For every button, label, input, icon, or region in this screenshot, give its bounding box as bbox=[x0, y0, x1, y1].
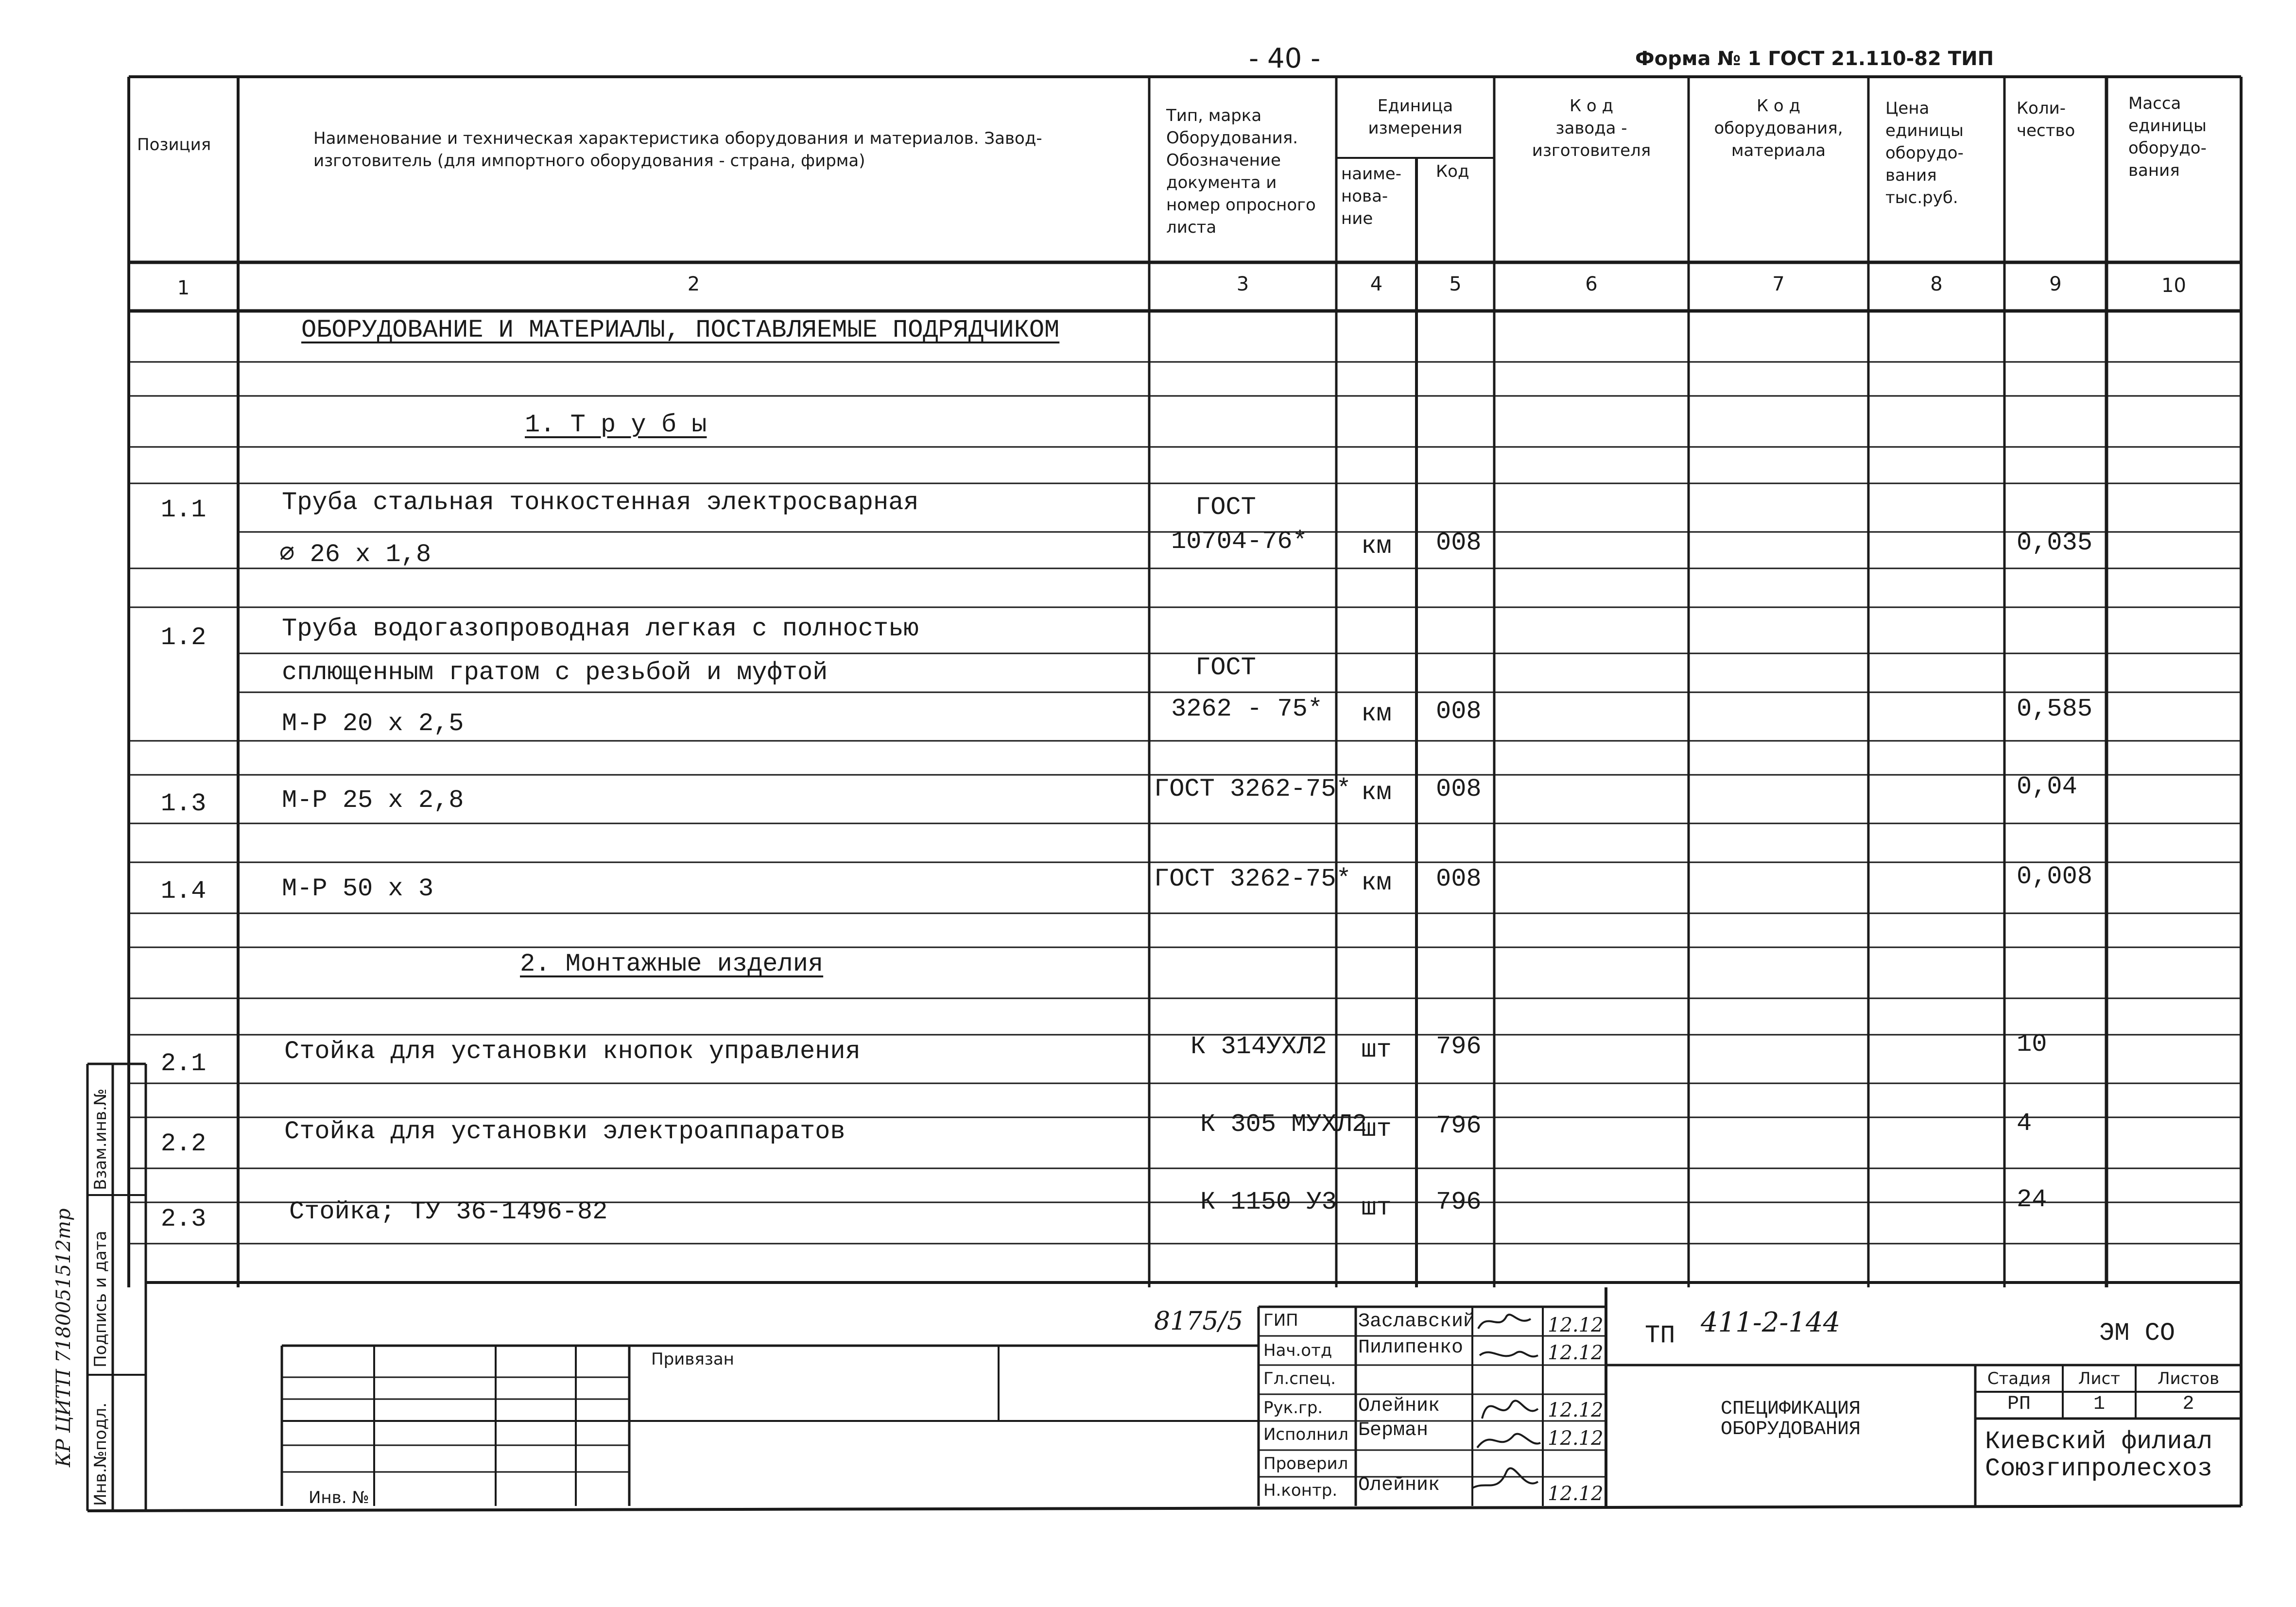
sheet-value: 1 bbox=[2093, 1393, 2105, 1415]
row-qty: 24 bbox=[2017, 1185, 2047, 1214]
col-number: 2 bbox=[687, 273, 700, 295]
row-unit: км bbox=[1361, 778, 1392, 807]
person-name: Берман bbox=[1358, 1419, 1429, 1441]
col-number: 8 bbox=[1930, 273, 1943, 295]
row-position: 2.2 bbox=[160, 1129, 207, 1158]
row-type: К 305 МУХЛ2 bbox=[1200, 1110, 1367, 1139]
role-label: Рук.гр. bbox=[1263, 1398, 1323, 1418]
doc-number: 8175/5 bbox=[1154, 1307, 1243, 1336]
sign-date: 12.12 bbox=[1548, 1342, 1604, 1364]
col-number: 10 bbox=[2161, 274, 2186, 297]
form-label: Форма № 1 ГОСТ 21.110-82 ТИП bbox=[1635, 48, 1994, 70]
row-type: 10704-76* bbox=[1171, 527, 1308, 556]
sign-date: 12.12 bbox=[1548, 1427, 1604, 1450]
row-name: Стойка для установки кнопок управления bbox=[284, 1037, 861, 1066]
stage-label: Стадия bbox=[1987, 1369, 2051, 1388]
col-number: 3 bbox=[1236, 273, 1249, 295]
row-unit: шт bbox=[1361, 1115, 1392, 1144]
row-name: сплющенным гратом с резьбой и муфтой bbox=[282, 658, 828, 687]
row-type: К 314УХЛ2 bbox=[1191, 1032, 1327, 1061]
row-unit-code: 796 bbox=[1436, 1188, 1482, 1216]
sign-date: 12.12 bbox=[1548, 1399, 1604, 1421]
row-name: М-Р 25 x 2,8 bbox=[282, 786, 464, 815]
archive-code: КР ЦИТП 7180051512тр bbox=[52, 1208, 75, 1467]
role-label: Исполнил bbox=[1263, 1425, 1348, 1444]
row-unit-code: 796 bbox=[1436, 1032, 1482, 1061]
col-header-name: Наименование и техническая характеристика оборудования и материалов. Завод-изготовитель (для импортного оборудования - страна, фирма) bbox=[313, 129, 1042, 171]
col-number: 9 bbox=[2049, 273, 2062, 295]
tp-number: 411-2-144 bbox=[1701, 1307, 1841, 1338]
row-name: М-Р 50 x 3 bbox=[282, 874, 434, 903]
row-name: Стойка; ТУ 36-1496-82 bbox=[289, 1197, 608, 1226]
col-header-unit-code: Код bbox=[1436, 162, 1469, 181]
row-name: Труба стальная тонкостенная электросварная bbox=[282, 488, 919, 517]
side-inv-podl: Инв.№подл. bbox=[91, 1402, 110, 1506]
col-header-pos: Позиция bbox=[137, 135, 211, 154]
col-header-mass: Масса единицы оборудо- вания bbox=[2128, 94, 2207, 180]
row-type: ГОСТ 3262-75* bbox=[1154, 775, 1351, 804]
role-label: Проверил bbox=[1263, 1454, 1348, 1473]
sheets-value: 2 bbox=[2182, 1393, 2194, 1415]
role-label: Нач.отд bbox=[1263, 1341, 1332, 1360]
row-name: Стойка для установки электроаппаратов bbox=[284, 1117, 846, 1146]
row-name: ⌀ 26 x 1,8 bbox=[279, 540, 432, 569]
row-unit: шт bbox=[1361, 1036, 1392, 1064]
row-type: К 1150 У3 bbox=[1200, 1188, 1337, 1216]
row-unit-code: 008 bbox=[1436, 775, 1482, 804]
col-header-maker-code: К о д завода - изготовителя bbox=[1532, 96, 1651, 160]
col-header-equip-code: К о д оборудования, материала bbox=[1714, 96, 1843, 160]
row-name: Труба водогазопроводная легкая с полностью bbox=[282, 615, 919, 643]
col-header-unit: Единица измерения bbox=[1368, 96, 1463, 138]
person-name: Олейник bbox=[1358, 1474, 1440, 1496]
side-podpis: Подпись и дата bbox=[91, 1231, 110, 1368]
privyazan-label: Привязан bbox=[651, 1350, 734, 1369]
sign-date: 12.12 bbox=[1548, 1314, 1604, 1336]
group-title: 2. Монтажные изделия bbox=[520, 950, 824, 978]
page-number: - 40 - bbox=[1249, 43, 1321, 74]
row-qty: 0,585 bbox=[2017, 695, 2093, 723]
row-type: 3262 - 75* bbox=[1171, 695, 1323, 723]
col-header-unit-name: наиме- нова- ние bbox=[1341, 164, 1401, 228]
person-name: Олейник bbox=[1358, 1395, 1440, 1417]
row-position: 2.1 bbox=[160, 1049, 207, 1078]
col-header-type: Тип, марка Оборудования. Обозначение документа и номер опросного листа bbox=[1166, 106, 1316, 237]
role-label: Н.контр. bbox=[1263, 1481, 1338, 1500]
sheet-label: Лист bbox=[2078, 1369, 2121, 1388]
col-number: 6 bbox=[1585, 273, 1598, 295]
col-number: 7 bbox=[1772, 273, 1785, 295]
row-unit: км bbox=[1361, 869, 1392, 897]
row-position: 1.1 bbox=[160, 496, 207, 524]
person-name: Пилипенко bbox=[1358, 1337, 1464, 1359]
document-title: СПЕЦИФИКАЦИЯ ОБОРУДОВАНИЯ bbox=[1720, 1398, 1861, 1440]
row-qty: 0,04 bbox=[2017, 772, 2077, 801]
row-position: 1.3 bbox=[160, 789, 207, 818]
sheet-code: ЭМ СО bbox=[2099, 1319, 2175, 1348]
row-unit-code: 008 bbox=[1436, 697, 1482, 726]
row-unit-code: 008 bbox=[1436, 865, 1482, 893]
col-number: 1 bbox=[177, 277, 190, 299]
sheets-label: Листов bbox=[2157, 1369, 2219, 1388]
col-number: 5 bbox=[1449, 273, 1462, 295]
row-name: М-Р 20 x 2,5 bbox=[282, 709, 464, 738]
row-position: 2.3 bbox=[160, 1205, 207, 1233]
row-position: 1.2 bbox=[160, 623, 207, 652]
organization: Киевский филиал Союзгипролесхоз bbox=[1985, 1427, 2213, 1483]
row-qty: 0,008 bbox=[2017, 862, 2093, 891]
row-qty: 10 bbox=[2017, 1030, 2047, 1059]
row-type: ГОСТ bbox=[1195, 493, 1256, 522]
row-unit: шт bbox=[1361, 1194, 1392, 1222]
section-title: ОБОРУДОВАНИЕ И МАТЕРИАЛЫ, ПОСТАВЛЯЕМЫЕ ПОДРЯДЧИКОМ bbox=[301, 316, 1060, 344]
person-name: Заславский bbox=[1358, 1311, 1475, 1333]
row-position: 1.4 bbox=[160, 877, 207, 906]
row-type: ГОСТ 3262-75* bbox=[1154, 865, 1351, 893]
row-unit-code: 796 bbox=[1436, 1111, 1482, 1140]
row-unit: км bbox=[1361, 700, 1392, 728]
row-unit-code: 008 bbox=[1436, 529, 1482, 557]
side-vzam: Взам.инв.№ bbox=[91, 1088, 110, 1190]
sign-date: 12.12 bbox=[1548, 1483, 1604, 1505]
tp-label: ТП bbox=[1645, 1321, 1675, 1350]
row-unit: км bbox=[1361, 532, 1392, 561]
row-type: ГОСТ bbox=[1195, 653, 1256, 682]
col-number: 4 bbox=[1370, 273, 1383, 295]
role-label: ГИП bbox=[1263, 1311, 1298, 1330]
row-qty: 4 bbox=[2017, 1109, 2032, 1138]
row-qty: 0,035 bbox=[2017, 529, 2093, 557]
stage-value: РП bbox=[2007, 1393, 2031, 1415]
inv-no-label: Инв. № bbox=[309, 1488, 369, 1507]
col-header-qty: Коли- чество bbox=[2017, 99, 2075, 140]
role-label: Гл.спец. bbox=[1263, 1369, 1336, 1388]
col-header-price: Цена единицы оборудо- вания тыс.руб. bbox=[1885, 99, 1964, 207]
group-title: 1. Т р у б ы bbox=[525, 410, 707, 439]
signatures bbox=[1472, 1307, 1545, 1506]
